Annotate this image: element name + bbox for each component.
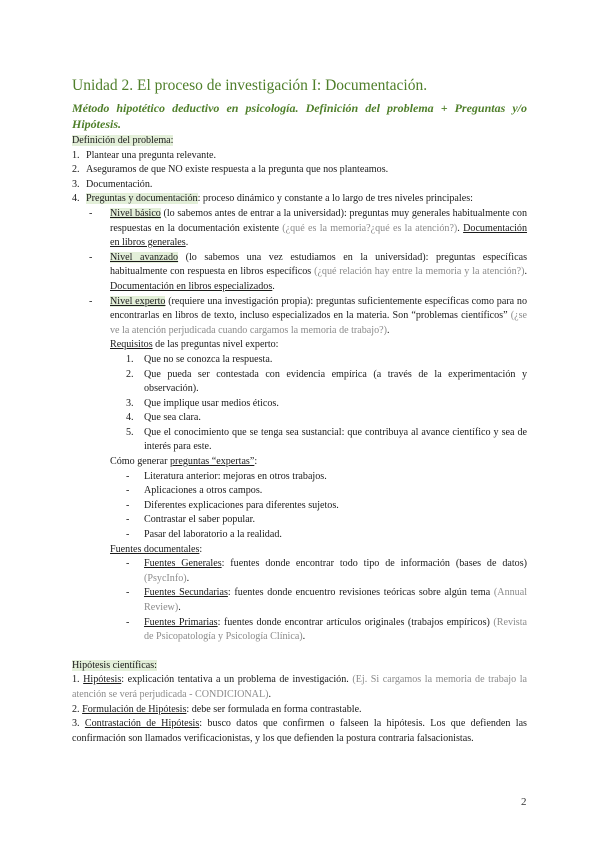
nivel-doc: Documentación en libros generales	[110, 222, 528, 249]
dash-marker: -	[89, 207, 93, 219]
dash-marker: -	[89, 251, 93, 263]
nivel-example: (¿qué relación hay entre la memoria y la atención?)	[314, 266, 525, 278]
hipotesis-label: Contrastación de Hipótesis	[84, 718, 200, 730]
list-text: Aseguramos de que NO existe respuesta a la pregunta que nos planteamos.	[86, 164, 389, 176]
hipotesis-example: (Ej. Si cargamos la memoria de trabajo la atención se verá perjudicada - CONDICIONAL)	[72, 674, 527, 700]
fuente-end: .	[186, 572, 190, 584]
dash-marker: -	[126, 514, 130, 526]
definicion-heading-text: Definición del problema:	[72, 135, 174, 146]
nivel-doc: Documentación en libros especializados	[110, 280, 273, 292]
nivel-text: (lo sabemos antes de entrar a la universidad): preguntas muy generales habitualmente con respuestas en la documentación existente	[110, 207, 527, 234]
list-text: Pasar del laboratorio a la realidad.	[144, 529, 282, 541]
definicion-heading	[72, 134, 527, 149]
list-item	[72, 513, 527, 528]
list-number: 4.	[72, 193, 80, 205]
nivel-label: Nivel avanzado	[110, 251, 179, 263]
list-text: Documentación.	[86, 178, 153, 190]
fuentes-heading	[72, 543, 527, 558]
fuente-label: Fuentes Secundarias	[144, 587, 228, 599]
section-subtitle: Método hipotético deductivo en psicología. Definición del problema + Preguntas y/o Hipótesis.	[72, 101, 527, 131]
list-item	[72, 717, 527, 746]
nivel-sep: .	[457, 222, 464, 234]
list-item	[72, 353, 527, 368]
hipotesis-label: Formulación de Hipótesis	[82, 703, 187, 715]
list-item	[72, 368, 527, 397]
fuente-label: Fuentes Generales	[144, 558, 222, 570]
nivel-example: (¿qué es la memoria?¿qué es la atención?)	[282, 222, 458, 234]
nivel-sep: .	[386, 324, 390, 336]
list-item	[72, 163, 527, 178]
list-text: Que pueda ser contestada con evidencia empírica (a través de la experimentación y observación).	[144, 368, 527, 395]
nivel-example: (¿se ve la atención perjudicada cuando cargamos la memoria de trabajo?)	[110, 310, 527, 336]
list-item	[72, 673, 527, 702]
unit-title: Unidad 2. El proceso de investigación I: Documentación.	[72, 77, 428, 94]
generar-label: preguntas “expertas”	[169, 456, 255, 468]
nivel-experto	[72, 295, 527, 339]
dash-marker: -	[126, 470, 130, 482]
dash-marker: -	[126, 558, 130, 570]
list-text: Que implique usar medios éticos.	[144, 397, 279, 409]
list-text: Contrastar el saber popular.	[144, 514, 255, 526]
nivel-basico	[72, 207, 527, 251]
list-item	[72, 528, 527, 543]
dash-marker: -	[126, 485, 130, 497]
hipotesis-end: .	[268, 688, 272, 700]
list-item	[72, 397, 527, 412]
section-spacer	[72, 645, 527, 659]
hipotesis-label: Hipótesis	[83, 674, 122, 686]
list-item	[72, 484, 527, 499]
list-number: 3.	[72, 718, 80, 730]
list-number: 2.	[72, 164, 80, 176]
fuente-text: : fuentes donde encuentro revisiones teóricas sobre algún tema	[227, 587, 494, 599]
list-item	[72, 426, 527, 455]
dash-marker: -	[126, 529, 130, 541]
list-number: 1.	[72, 149, 80, 161]
fuente-label: Fuentes Primarias	[144, 616, 218, 628]
generar-heading	[72, 455, 527, 470]
nivel-text: (requiere una investigación propia): preguntas suficientemente específicas como para no encontrarlas en libros de texto, incluso especializados en la materia. Son “problemas científicos”	[110, 295, 528, 322]
hipotesis-text: : explicación tentativa a un problema de investigación.	[121, 674, 353, 686]
list-text: Que el conocimiento que se tenga sea sustancial: que contribuya al avance científico y sea de interés para este.	[144, 426, 527, 453]
list-number: 3.	[72, 178, 80, 190]
list-item	[72, 586, 527, 615]
fuente-end: .	[302, 631, 306, 643]
list-item	[72, 149, 527, 164]
generar-prefix: Cómo generar	[110, 456, 170, 468]
page-content	[72, 76, 527, 746]
list-text: Plantear una pregunta relevante.	[86, 149, 217, 161]
list-number: 2.	[126, 368, 134, 380]
dash-marker: -	[126, 587, 130, 599]
nivel-label: Nivel básico	[110, 207, 161, 219]
fuente-text: : fuentes donde encontrar artículos originales (trabajos empíricos)	[217, 616, 494, 628]
list-item	[72, 470, 527, 485]
list-text: Que no se conozca la respuesta.	[144, 353, 273, 365]
list-text: Literatura anterior: mejoras en otros trabajos.	[144, 470, 327, 482]
nivel-sep: .	[524, 266, 527, 278]
dash-marker: -	[126, 616, 130, 628]
list-item	[72, 178, 527, 193]
list-item	[72, 703, 527, 718]
fuentes-suffix: :	[199, 543, 203, 555]
list-number: 3.	[126, 397, 134, 409]
dash-marker: -	[89, 295, 93, 307]
list-item	[72, 616, 527, 645]
list-text: Aplicaciones a otros campos.	[144, 485, 263, 497]
nivel-end: .	[272, 280, 275, 292]
hipotesis-heading	[72, 659, 527, 674]
list-item	[72, 411, 527, 426]
hipotesis-text: : debe ser formulada en forma contrastable.	[186, 703, 362, 715]
list-text: Diferentes explicaciones para diferentes sujetos.	[144, 499, 339, 511]
hipotesis-heading-text: Hipótesis científicas:	[72, 659, 157, 671]
fuente-text: : fuentes donde encontrar todo tipo de información (bases de datos)	[221, 558, 527, 570]
list-number: 2.	[72, 703, 80, 715]
nivel-end: .	[185, 237, 189, 249]
list-number: 4.	[126, 412, 134, 424]
list-label: Preguntas y documentación	[86, 193, 198, 205]
requisitos-label: Requisitos	[110, 339, 153, 351]
list-item	[72, 192, 527, 207]
requisitos-heading	[72, 338, 527, 353]
fuente-example: (Revista de Psicopatología y Psicología Clínica)	[144, 616, 528, 643]
fuente-example: (Annual Review)	[144, 587, 527, 613]
list-text: : proceso dinámico y constante a lo largo de tres niveles principales:	[197, 193, 473, 205]
fuentes-label: Fuentes documentales	[110, 543, 200, 555]
list-item	[72, 499, 527, 514]
nivel-label: Nivel experto	[110, 295, 166, 307]
list-number: 1.	[126, 353, 134, 365]
dash-marker: -	[126, 499, 130, 511]
generar-suffix: :	[254, 456, 258, 468]
hipotesis-text: : busco datos que confirmen o falseen la hipótesis. Los que defienden las confirmación son llamados verificacionistas, y los que defienden la postura contraria falsacionistas.	[72, 718, 527, 744]
fuente-example: (PsycInfo)	[144, 572, 187, 584]
list-number: 1.	[72, 674, 80, 686]
nivel-avanzado	[72, 251, 527, 295]
page-number: 2	[521, 796, 527, 808]
fuente-end: .	[178, 602, 181, 613]
nivel-text: (lo sabemos una vez estudiamos en la universidad): preguntas específicas habitualmente con respuesta en libros específicos	[110, 251, 527, 278]
list-item	[72, 557, 527, 586]
list-number: 5.	[126, 426, 134, 438]
list-text: Que sea clara.	[144, 412, 201, 424]
requisitos-text: de las preguntas nivel experto:	[152, 339, 279, 351]
